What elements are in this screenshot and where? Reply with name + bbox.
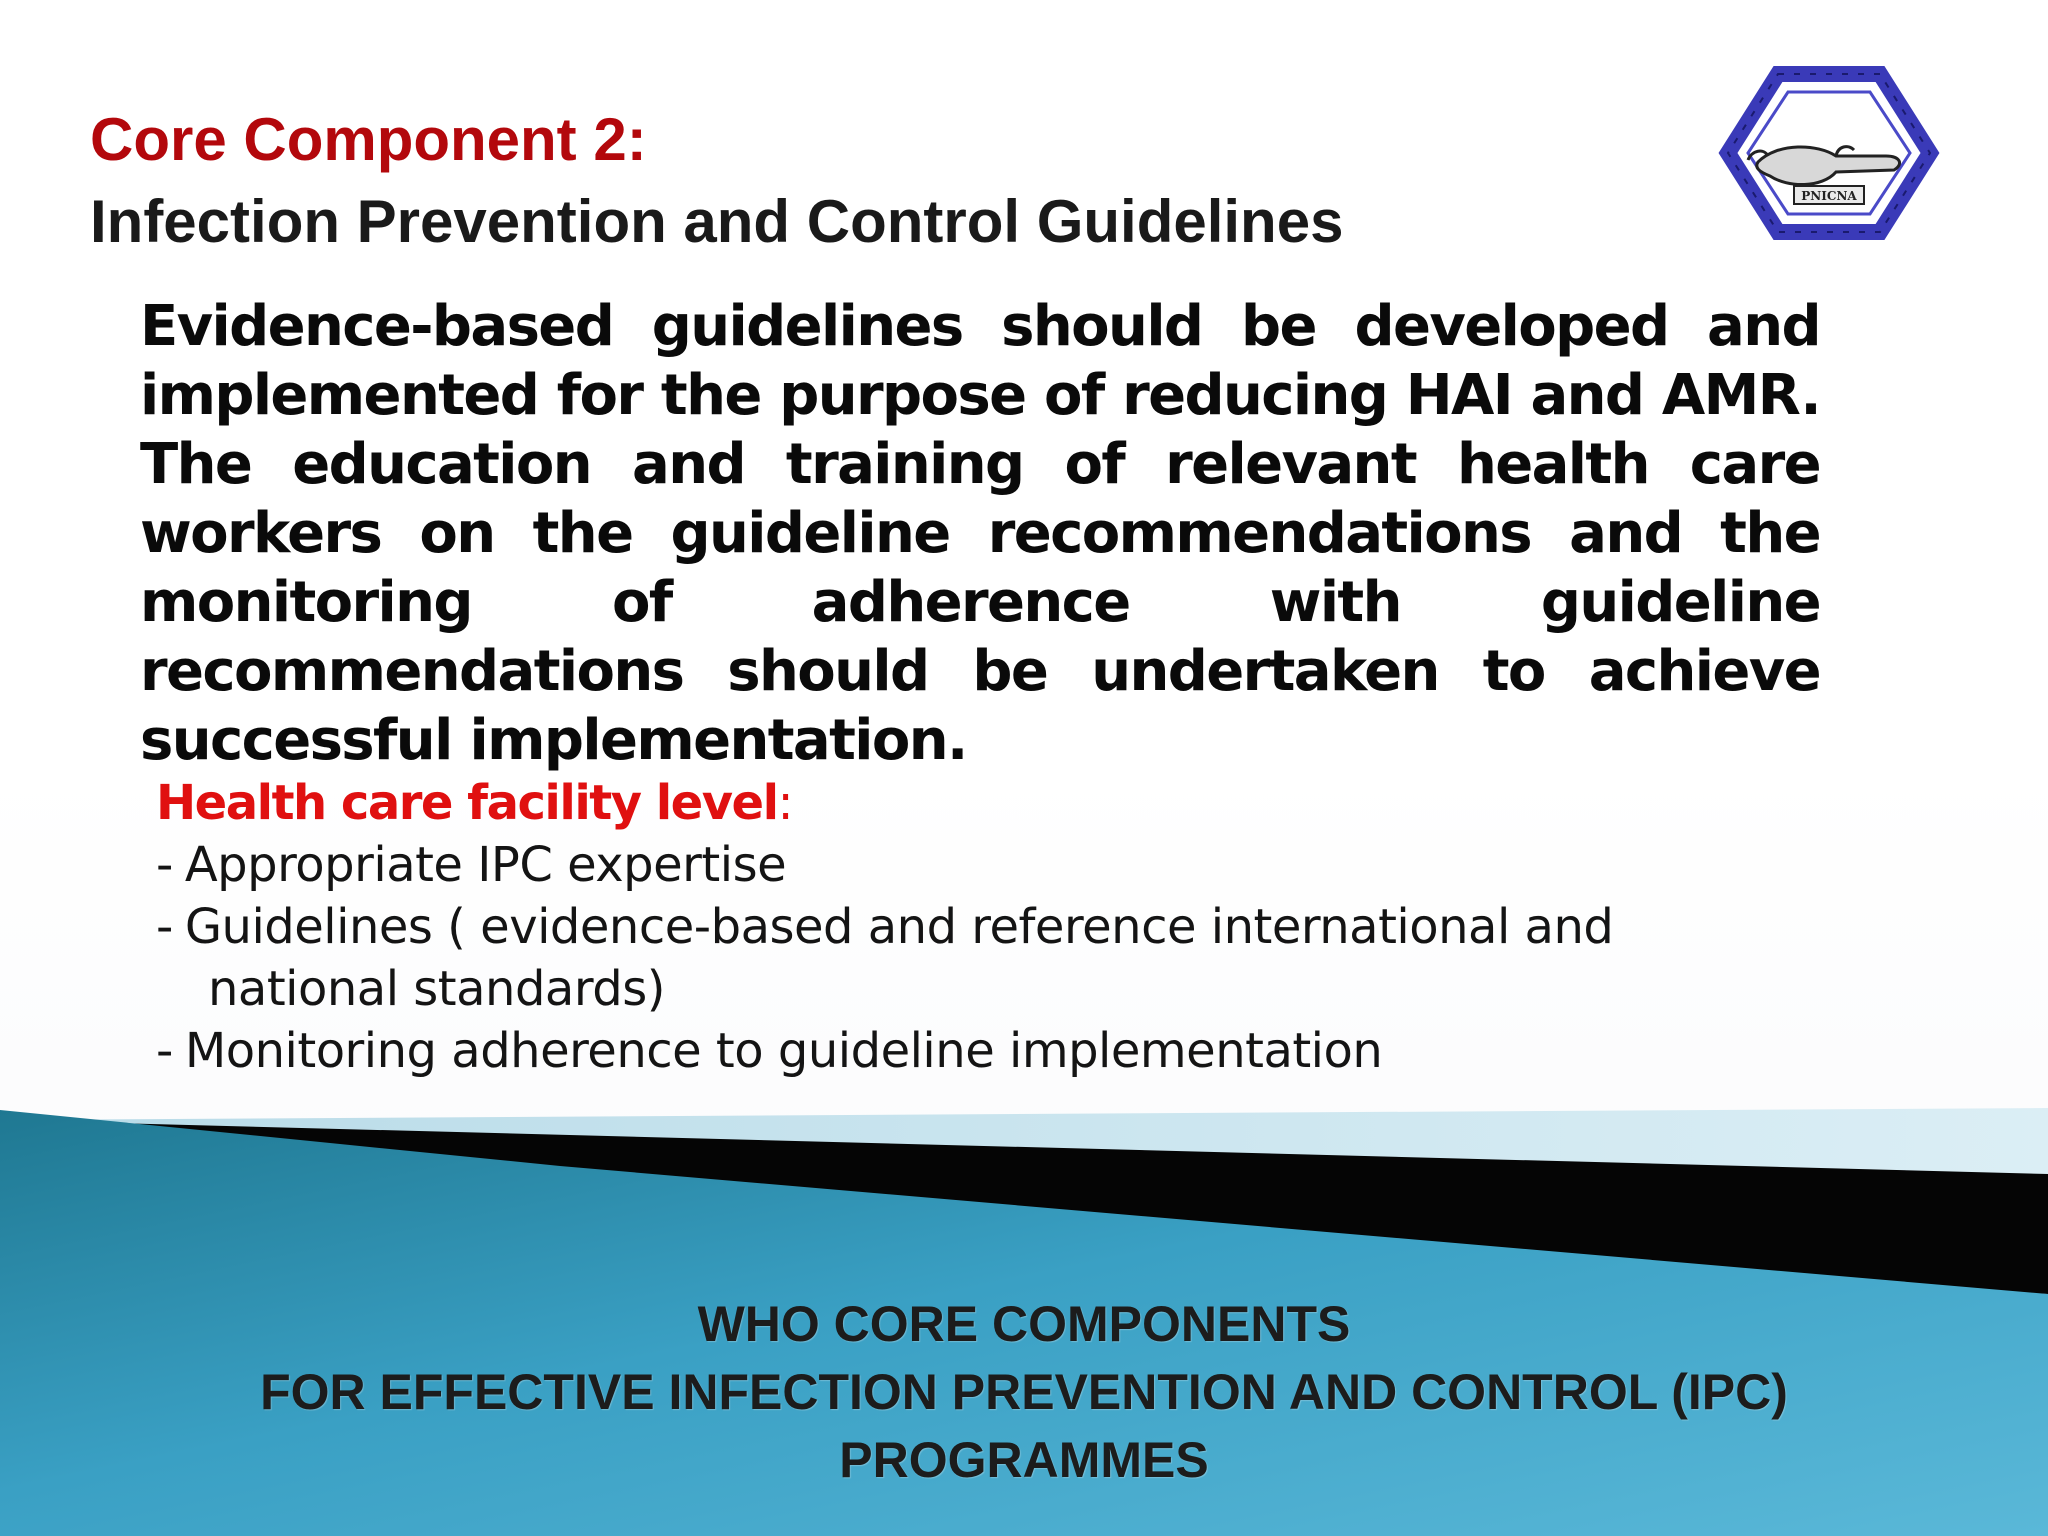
association-emblem-logo — [1718, 64, 1940, 242]
footer-line2: FOR EFFECTIVE INFECTION PREVENTION AND CONTROL (IPC) — [260, 1364, 1788, 1420]
list-item-text: Monitoring adherence to guideline implementation — [184, 1023, 1383, 1079]
facility-level-section — [156, 772, 1756, 1082]
list-dash: - — [156, 1023, 173, 1079]
list-item — [156, 896, 1768, 1020]
footer-line1: WHO CORE COMPONENTS — [697, 1296, 1351, 1352]
list-item — [156, 834, 1756, 896]
footer-title — [0, 1290, 2048, 1494]
list-item-text: Guidelines ( evidence-based and reference international and national standards) — [184, 899, 1614, 1017]
list-item — [156, 1020, 1756, 1082]
facility-list — [156, 834, 1756, 1082]
slide-title: Core Component 2: — [90, 106, 647, 173]
facility-heading — [156, 772, 1756, 834]
facility-heading-colon: : — [777, 775, 793, 831]
footer-line3: PROGRAMMES — [839, 1432, 1209, 1488]
facility-heading-text: Health care facility level — [156, 775, 778, 831]
main-paragraph: Evidence-based guidelines should be developed and implemented for the purpose of reducing HAI and AMR. The education and training of relevant health care workers on the guideline recommendations and the monitoring of adherence with guideline recommendations should be undertaken to achieve successful implementation. — [140, 294, 1820, 773]
slide-subtitle: Infection Prevention and Control Guidelines — [90, 188, 1344, 255]
list-item-text: Appropriate IPC expertise — [184, 837, 787, 893]
logo-text: PNICNA — [1801, 189, 1857, 203]
list-dash: - — [156, 837, 173, 893]
list-dash: - — [156, 899, 173, 955]
